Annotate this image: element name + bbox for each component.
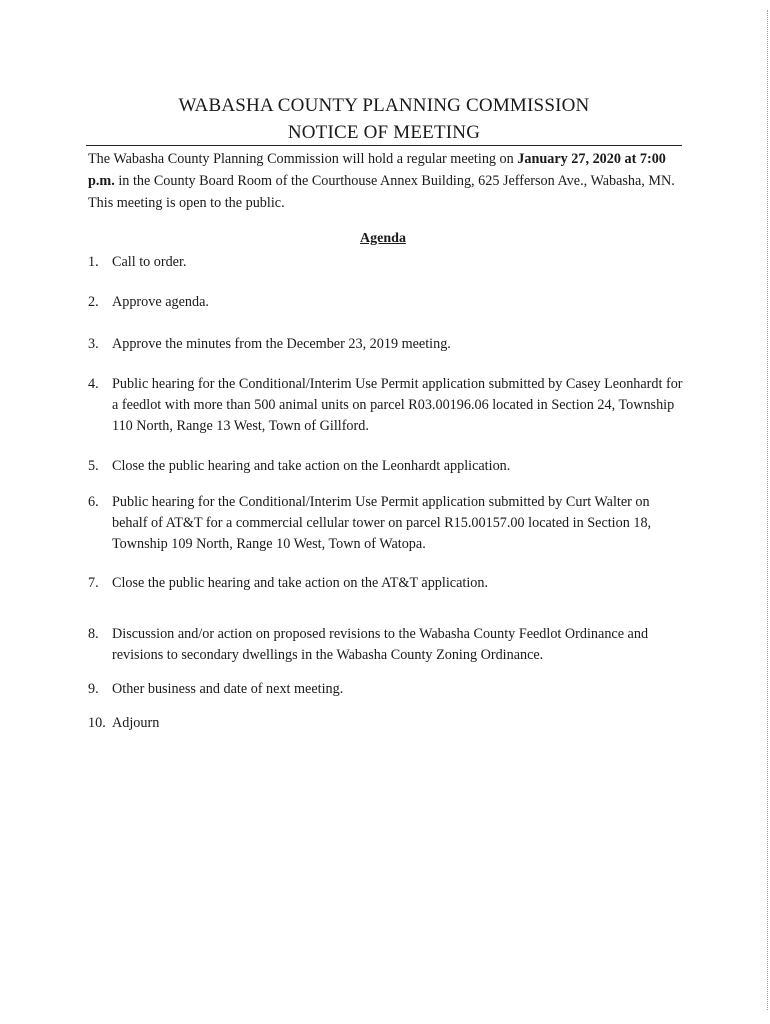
agenda-item-number: 8. [88,626,99,642]
agenda-item-number: 10. [88,715,106,731]
agenda-item [88,252,688,273]
organization-title: WABASHA COUNTY PLANNING COMMISSION [178,95,590,116]
agenda-item-text: Approve the minutes from the December 23, 2019 meeting. [112,336,451,352]
meeting-time: 7:00 p.m. [88,151,666,189]
agenda-item-text: Close the public hearing and take action on the Leonhardt application. [112,458,511,474]
agenda-item-number: 6. [88,494,99,510]
agenda-item-number: 4. [88,376,99,392]
agenda-item-text: Discussion and/or action on proposed revisions to the Wabasha County Feedlot Ordinance and revisions to secondary dwellings in the Wabasha County Zoning Ordinance. [112,626,649,663]
agenda-item-number: 5. [88,458,99,474]
agenda-item [88,374,688,437]
agenda-item-text: Adjourn [112,715,160,731]
agenda-item [88,456,688,477]
agenda-item-number: 7. [88,575,99,591]
intro-text-2: in the County Board Room of the Courthouse Annex Building, 625 Jefferson Ave., Wabasha, MN. This meeting is open to the public. [88,173,675,211]
agenda-item-text: Call to order. [112,254,187,270]
agenda-item-number: 3. [88,336,99,352]
agenda-item-text: Other business and date of next meeting. [112,681,344,697]
scan-edge-marks [761,10,768,1010]
agenda-item-text: Public hearing for the Conditional/Interim Use Permit application submitted by Casey Leonhardt for a feedlot with more than 500 animal units on parcel R03.00196.06 located in Section 24, Township 110 North, Range 13 West, Town of Gillford. [112,376,683,434]
intro-text-1: The Wabasha County Planning Commission will hold a regular meeting on [88,151,518,167]
agenda-item [88,573,688,594]
intro-at: at [620,151,640,167]
agenda-item-number: 1. [88,254,99,270]
notice-title: NOTICE OF MEETING [287,122,481,143]
agenda-item [88,292,688,313]
agenda-item [88,713,688,734]
agenda-item [88,679,688,700]
agenda-item-text: Close the public hearing and take action on the AT&T application. [112,575,489,591]
agenda-item [88,624,688,666]
meeting-date: January 27, 2020 [517,151,621,167]
agenda-item [88,334,688,355]
agenda-item-number: 2. [88,294,99,310]
agenda-item [88,492,688,555]
agenda-item-text: Public hearing for the Conditional/Interim Use Permit application submitted by Curt Walter on behalf of AT&T for a commercial cellular tower on parcel R15.00157.00 located in Section 18, Township 109 North, Range 10 West, Town of Watopa. [112,494,652,552]
agenda-item-number: 9. [88,681,99,697]
agenda-heading: Agenda [360,231,406,246]
agenda-item-text: Approve agenda. [112,294,209,310]
